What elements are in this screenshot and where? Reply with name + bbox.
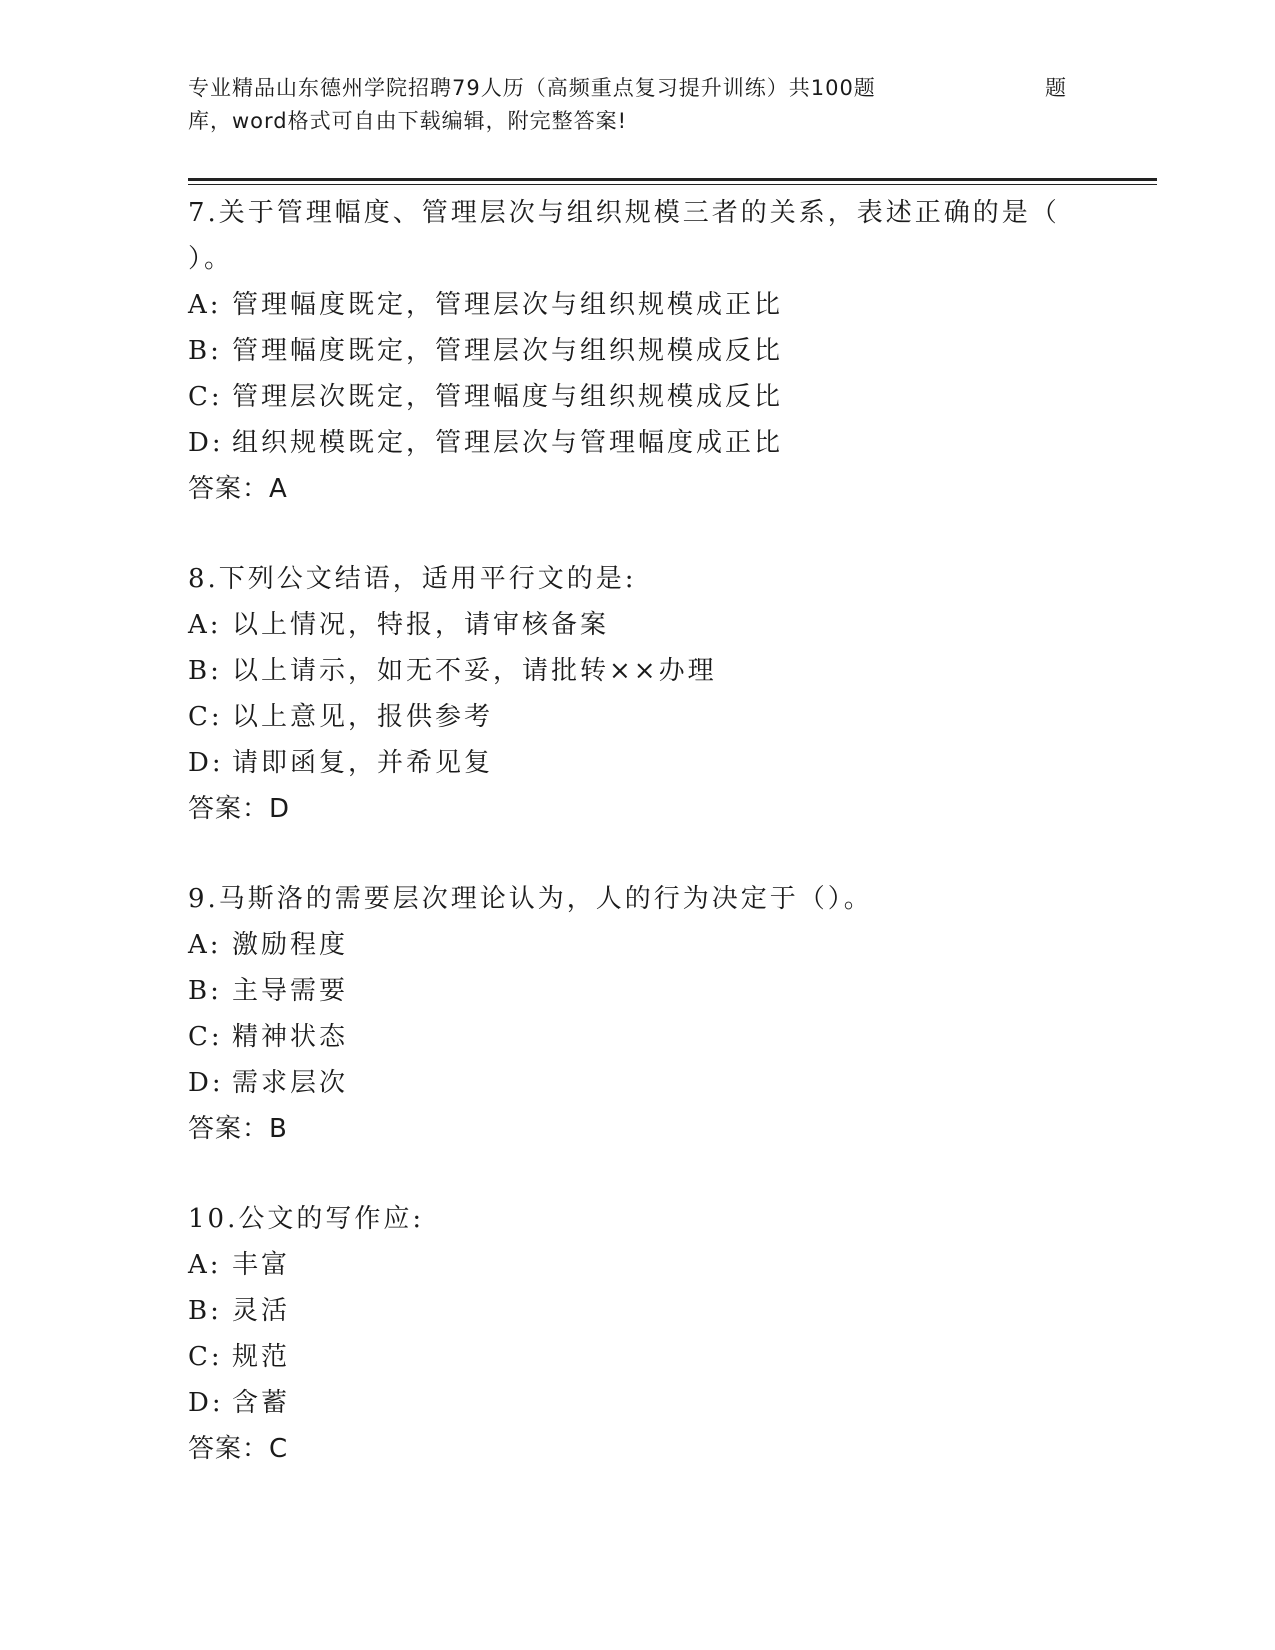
answer-line: 答案：A <box>188 474 288 504</box>
option-letter: D: <box>188 1068 224 1098</box>
option-c <box>188 1014 1088 1060</box>
option-b <box>188 968 1088 1014</box>
option-letter: B: <box>188 656 222 686</box>
option-text: 管理层次既定，管理幅度与组织规模成反比 <box>232 382 784 412</box>
question-7 <box>188 190 1088 512</box>
option-letter: B: <box>188 336 222 366</box>
question-10 <box>188 1196 1088 1472</box>
option-text: 规范 <box>232 1342 291 1372</box>
option-text: 精神状态 <box>232 1022 349 1052</box>
option-d <box>188 740 1088 786</box>
option-letter: C: <box>188 702 223 732</box>
question-stem: 10.公文的写作应: <box>188 1204 425 1234</box>
option-text: 主导需要 <box>232 976 349 1006</box>
header-title-line-2: 库，word格式可自由下载编辑，附完整答案! <box>188 109 628 133</box>
header-title-extra: 题 <box>1045 76 1066 100</box>
option-text: 灵活 <box>232 1296 291 1326</box>
question-stem: 9.马斯洛的需要层次理论认为，人的行为决定于（）。 <box>188 884 873 914</box>
page-header <box>188 72 1088 138</box>
option-text: 管理幅度既定，管理层次与组织规模成反比 <box>232 336 784 366</box>
option-a <box>188 282 1088 328</box>
option-b <box>188 1288 1088 1334</box>
option-d <box>188 1380 1088 1426</box>
header-divider-thin <box>188 184 1157 185</box>
option-text: 以上请示，如无不妥，请批转××办理 <box>232 656 717 686</box>
option-letter: D: <box>188 428 224 458</box>
option-text: 丰富 <box>232 1250 291 1280</box>
option-d <box>188 1060 1088 1106</box>
header-divider-thick <box>188 178 1157 181</box>
option-c <box>188 1334 1088 1380</box>
option-b <box>188 648 1088 694</box>
option-b <box>188 328 1088 374</box>
header-title-line-1: 专业精品山东德州学院招聘79人历（高频重点复习提升训练）共100题 <box>188 76 876 100</box>
option-letter: B: <box>188 1296 222 1326</box>
option-letter: C: <box>188 382 223 412</box>
question-list <box>188 190 1088 1516</box>
option-letter: D: <box>188 1388 224 1418</box>
option-d <box>188 420 1088 466</box>
option-text: 请即函复，并希见复 <box>232 748 494 778</box>
option-text: 以上意见，报供参考 <box>232 702 494 732</box>
option-letter: D: <box>188 748 224 778</box>
option-letter: A: <box>188 930 222 960</box>
answer-line: 答案：B <box>188 1114 288 1144</box>
option-text: 需求层次 <box>232 1068 349 1098</box>
option-text: 激励程度 <box>232 930 349 960</box>
option-a <box>188 922 1088 968</box>
option-c <box>188 374 1088 420</box>
option-a <box>188 602 1088 648</box>
option-c <box>188 694 1088 740</box>
question-stem: 8.下列公文结语，适用平行文的是: <box>188 564 637 594</box>
option-a <box>188 1242 1088 1288</box>
question-stem: 7.关于管理幅度、管理层次与组织规模三者的关系，表述正确的是（ ）。 <box>188 198 1060 274</box>
option-letter: A: <box>188 610 222 640</box>
answer-line: 答案：C <box>188 1434 289 1464</box>
option-letter: A: <box>188 1250 222 1280</box>
answer-line: 答案：D <box>188 794 291 824</box>
option-text: 组织规模既定，管理层次与管理幅度成正比 <box>232 428 784 458</box>
option-letter: C: <box>188 1342 223 1372</box>
option-text: 含蓄 <box>232 1388 291 1418</box>
question-9 <box>188 876 1088 1152</box>
option-letter: A: <box>188 290 222 320</box>
option-letter: C: <box>188 1022 223 1052</box>
option-text: 管理幅度既定，管理层次与组织规模成正比 <box>232 290 784 320</box>
option-letter: B: <box>188 976 222 1006</box>
question-8 <box>188 556 1088 832</box>
option-text: 以上情况，特报，请审核备案 <box>232 610 610 640</box>
